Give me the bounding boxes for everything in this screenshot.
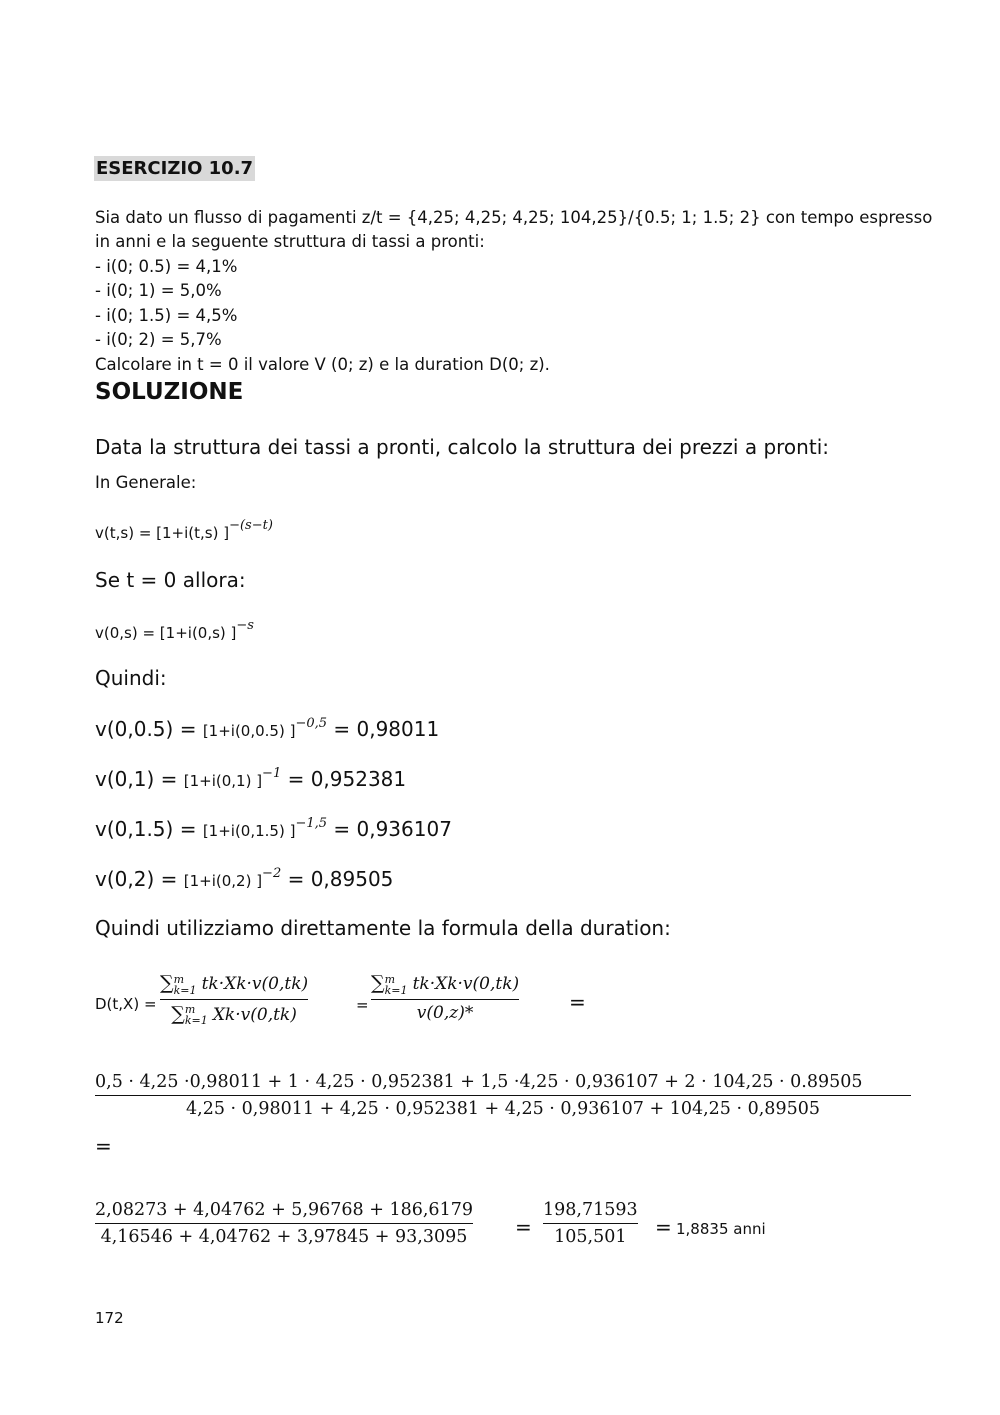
expanded-fraction [95,1072,911,1119]
sum-upper: m [173,972,185,986]
exercise-heading: ESERCIZIO 10.7 [96,158,254,179]
sum-icon: ∑ [171,1002,185,1025]
price-label: v(0,0.5) = [95,717,203,741]
problem-question: Calcolare in t = 0 il valore V (0; z) e la duration D(0; z). [95,355,550,374]
fraction-bar [371,999,519,1000]
denominator-term: v(0,z)* [416,1002,474,1023]
final-result: 1,8835 anni [676,1220,766,1238]
price-exponent: −1 [262,766,282,781]
general-label: In Generale: [95,473,197,492]
problem-line-1: Sia dato un flusso di pagamenti z/t = {4,25; 4,25; 4,25; 104,25}/{0.5; 1; 1.5; 2} con tempo espresso [95,208,933,227]
sum-limits [174,974,197,996]
duration-intro: Quindi utilizziamo direttamente la formula della duration: [95,916,671,940]
price-exponent: −0,5 [295,716,328,731]
fraction-bar [160,999,308,1000]
sum-upper: m [384,972,396,986]
price-inner: [1+i(0,2) ] [183,872,263,890]
price-row [95,716,439,741]
numerator-term: tk·Xk·v(0,tk) [412,974,520,994]
numerator-term: tk·Xk·v(0,tk) [201,974,309,994]
equals-sign: = [515,1215,532,1239]
sum-icon: ∑ [160,972,174,994]
price-inner: [1+i(0,1) ] [183,772,263,790]
sum-lower: k=1 [173,983,197,997]
duration-lhs: D(t,X) = [95,995,157,1013]
denominator-term: Xk·v(0,tk) [212,1004,297,1025]
price-result: = 0,89505 [281,867,394,891]
fraction-denominator [371,1003,519,1023]
solution-title: SOLUZIONE [95,379,244,405]
zero-formula-lhs: v(0,s) = [1+i(0,s) ] [95,624,237,642]
fraction-bar [543,1223,638,1224]
final-fraction-2 [543,1200,638,1247]
rate-item: - i(0; 1.5) = 4,5% [95,306,238,325]
sum-upper: m [184,1003,196,1016]
sum-limits [385,974,408,996]
price-result: = 0,952381 [281,767,407,791]
sum-lower: k=1 [184,1014,208,1027]
duration-fraction-1 [160,972,308,1026]
general-formula-lhs: v(t,s) = [1+i(t,s) ] [95,524,230,542]
price-inner: [1+i(0,1.5) ] [202,822,296,840]
price-label: v(0,1) = [95,767,184,791]
price-label: v(0,1.5) = [95,817,203,841]
page-number: 172 [95,1309,124,1327]
duration-fraction-2 [371,972,519,1023]
fraction-numerator: 198,71593 [543,1200,638,1220]
fraction-numerator [160,972,308,996]
sum-limits [185,1004,208,1026]
fraction-numerator [371,972,519,996]
price-result: = 0,98011 [327,717,440,741]
problem-line-2: in anni e la seguente struttura di tassi a pronti: [95,232,485,251]
rate-item: - i(0; 0.5) = 4,1% [95,257,238,276]
fraction-denominator: 105,501 [554,1227,627,1247]
price-row [95,766,406,791]
fraction-bar [95,1095,911,1096]
fraction-denominator [160,1003,308,1027]
price-inner: [1+i(0,0.5) ] [202,722,296,740]
equals-sign: = [569,990,586,1014]
fraction-denominator: 4,25 · 0,98011 + 4,25 · 0,952381 + 4,25 · 0,936107 + 104,25 · 0,89505 [186,1099,820,1119]
equals-sign: = [356,996,369,1014]
rate-item: - i(0; 1) = 5,0% [95,281,222,300]
sum-lower: k=1 [384,983,408,997]
price-row [95,866,393,891]
rate-item: - i(0; 2) = 5,7% [95,330,222,349]
fraction-denominator: 4,16546 + 4,04762 + 3,97845 + 93,3095 [100,1227,468,1247]
general-formula-exponent: −(s−t) [229,518,273,533]
fraction-numerator: 2,08273 + 4,04762 + 5,96768 + 186,6179 [95,1200,473,1220]
final-fraction-1 [95,1200,473,1247]
price-label: v(0,2) = [95,867,184,891]
price-exponent: −1,5 [295,816,328,831]
general-formula [95,518,273,542]
fraction-bar [95,1223,473,1224]
quindi-label: Quindi: [95,666,167,690]
zero-formula [95,618,254,642]
price-exponent: −2 [262,866,282,881]
sum-icon: ∑ [371,972,385,994]
price-row [95,816,452,841]
fraction-numerator: 0,5 · 4,25 ·0,98011 + 1 · 4,25 · 0,952381 + 1,5 ·4,25 · 0,936107 + 2 · 104,25 · 0.89505 [95,1072,863,1092]
equals-sign: = [655,1215,672,1239]
equals-sign: = [95,1134,112,1158]
zero-formula-exponent: −s [236,618,254,633]
case-t-zero: Se t = 0 allora: [95,568,246,592]
solution-intro: Data la struttura dei tassi a pronti, calcolo la struttura dei prezzi a pronti: [95,435,829,459]
price-result: = 0,936107 [327,817,452,841]
